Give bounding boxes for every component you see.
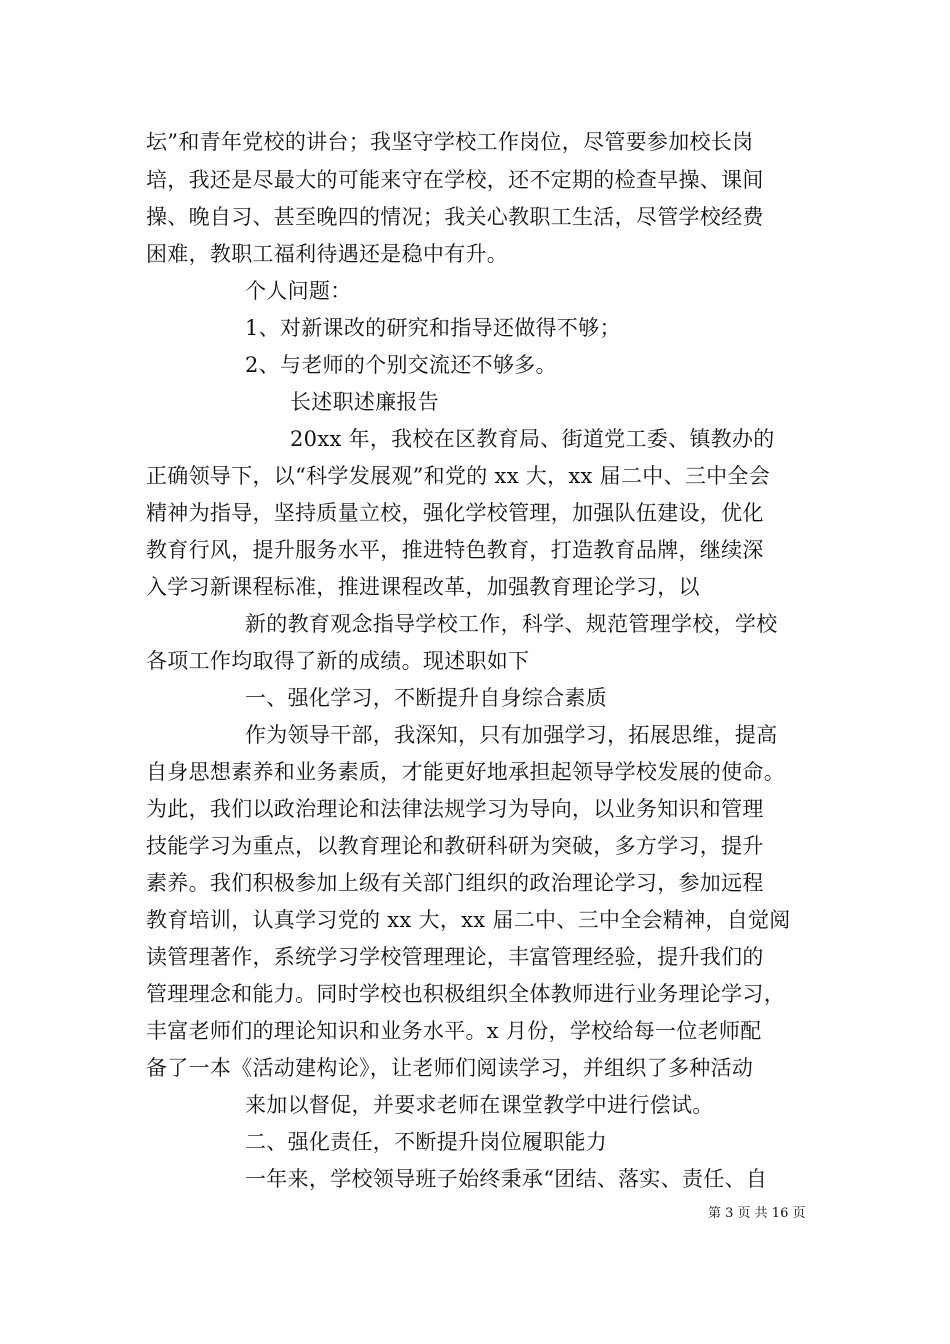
- report-title: 长述职述廉报告: [290, 390, 440, 414]
- text-line: 各项工作均取得了新的成绩。现述职如下: [146, 649, 530, 673]
- text-line: 新的教育观念指导学校工作，科学、规范管理学校，学校: [245, 612, 778, 636]
- text-line: 教育培训，认真学习党的 xx 大，xx 届二中、三中全会精神，自觉阅: [146, 908, 791, 932]
- text-line: 自身思想素养和业务素质，才能更好地承担起领导学校发展的使命。: [146, 760, 785, 784]
- text-line: 为此，我们以政治理论和法律法规学习为导向，以业务知识和管理: [146, 797, 764, 821]
- text-line: 困难，教职工福利待遇还是稳中有升。: [146, 242, 509, 266]
- text-line: 技能学习为重点，以教育理论和教研科研为突破，多方学习，提升: [146, 834, 764, 858]
- section-heading: 二、强化责任，不断提升岗位履职能力: [245, 1130, 608, 1154]
- text-line: 培，我还是尽最大的可能来守在学校，还不定期的检查早操、课间: [146, 168, 764, 192]
- text-line: 入学习新课程标准，推进课程改革，加强教育理论学习，以: [146, 575, 700, 599]
- section-label: 个人问题：: [245, 279, 352, 303]
- text-line: 管理理念和能力。同时学校也积极组织全体教师进行业务理论学习，: [146, 982, 785, 1006]
- text-line: 作为领导干部，我深知，只有加强学习，拓展思维，提高: [245, 723, 778, 747]
- list-item: 2、与老师的个别交流还不够多。: [245, 353, 557, 377]
- list-item: 1、对新课改的研究和指导还做得不够；: [245, 316, 621, 340]
- text-line: 素养。我们积极参加上级有关部门组织的政治理论学习，参加远程: [146, 871, 764, 895]
- text-line: 教育行风，提升服务水平，推进特色教育，打造教育品牌，继续深: [146, 538, 764, 562]
- text-line: 精神为指导，坚持质量立校，强化学校管理，加强队伍建设，优化: [146, 501, 764, 525]
- text-line: 一年来，学校领导班子始终秉承“团结、落实、责任、自: [245, 1167, 768, 1191]
- text-line: 读管理著作，系统学习学校管理理论，丰富管理经验，提升我们的: [146, 945, 764, 969]
- text-line: 正确领导下，以“科学发展观”和党的 xx 大，xx 届二中、三中全会: [146, 464, 771, 488]
- text-line: 来加以督促，并要求老师在课堂教学中进行偿试。: [245, 1093, 714, 1117]
- section-heading: 一、强化学习，不断提升自身综合素质: [245, 686, 608, 710]
- page-number: 第 3 页 共 16 页: [708, 1206, 806, 1221]
- text-line: 操、晚自习、甚至晚四的情况；我关心教职工生活，尽管学校经费: [146, 205, 764, 229]
- text-line: 备了一本《活动建构论》，让老师们阅读学习，并组织了多种活动: [146, 1056, 754, 1080]
- text-line: 坛”和青年党校的讲台；我坚守学校工作岗位，尽管要参加校长岗: [146, 130, 754, 154]
- text-line: 丰富老师们的理论知识和业务水平。x 月份，学校给每一位老师配: [146, 1019, 762, 1043]
- text-line: 20xx 年，我校在区教育局、街道党工委、镇教办的: [290, 427, 775, 451]
